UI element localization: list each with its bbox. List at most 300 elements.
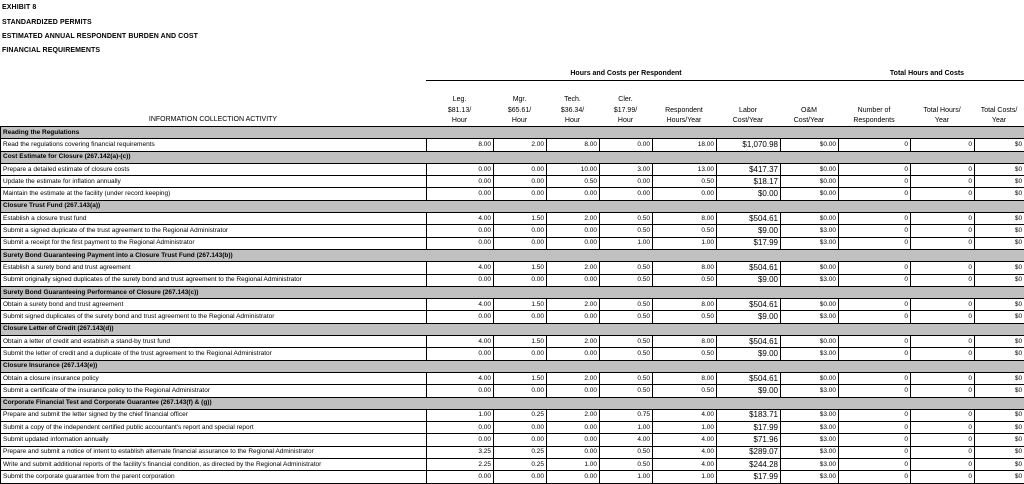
value-cell: 0 (911, 139, 975, 151)
column-header-line: Mgr. (493, 95, 546, 106)
value-cell: 0 (911, 188, 975, 200)
value-cell: 0 (839, 188, 911, 200)
column-header-line: $36.34/ (546, 106, 599, 117)
column-header-line: Cost/Year (716, 116, 780, 127)
activity-cell: Submit a signed duplicate of the trust agreement to the Regional Administrator (1, 225, 427, 237)
value-cell: 2.00 (494, 139, 547, 151)
section-title: Reading the Regulations (1, 127, 1024, 139)
value-cell: 4.00 (427, 336, 494, 348)
value-cell: 0 (839, 372, 911, 384)
value-cell: $0 (975, 471, 1024, 483)
value-cell: $0.00 (781, 188, 839, 200)
value-cell: 2.00 (547, 299, 600, 311)
column-header-line: $65.61/ (493, 106, 546, 117)
value-cell: 0.00 (494, 434, 547, 446)
value-cell: 0 (839, 311, 911, 323)
value-cell: $3.00 (781, 409, 839, 421)
activity-cell: Update the estimate for inflation annually (1, 176, 427, 188)
value-cell: $0.00 (781, 336, 839, 348)
value-cell: 0 (839, 434, 911, 446)
column-header (426, 95, 493, 127)
column-header-line: Labor (716, 106, 780, 117)
value-cell: 0 (911, 385, 975, 397)
document-title: STANDARDIZED PERMITS (2, 19, 92, 26)
value-cell: 8.00 (653, 262, 717, 274)
value-cell: 1.00 (600, 237, 653, 249)
value-cell: 0.00 (547, 348, 600, 360)
value-cell: $289.07 (717, 446, 781, 458)
table-row (1, 188, 1024, 200)
value-cell: 0 (839, 225, 911, 237)
value-cell: 0 (911, 274, 975, 286)
column-header-line: Hour (599, 116, 652, 127)
column-header-line: Respondents (838, 116, 910, 127)
table-row (1, 434, 1024, 446)
value-cell: 0.00 (547, 274, 600, 286)
table-row (1, 176, 1024, 188)
value-cell: 1.00 (600, 422, 653, 434)
value-cell: 0 (911, 237, 975, 249)
value-cell: 0 (839, 274, 911, 286)
value-cell: 0.00 (547, 237, 600, 249)
value-cell: 1.00 (600, 471, 653, 483)
value-cell: 0.00 (427, 163, 494, 175)
value-cell: 0 (839, 237, 911, 249)
value-cell: 0.50 (653, 385, 717, 397)
activity-cell: Submit a certificate of the insurance policy to the Regional Administrator (1, 385, 427, 397)
value-cell: 0 (911, 471, 975, 483)
value-cell: 0 (911, 225, 975, 237)
section-header-row (1, 360, 1024, 372)
section-header-row (1, 200, 1024, 212)
value-cell: 1.00 (547, 459, 600, 471)
value-cell: 0 (911, 213, 975, 225)
value-cell: $3.00 (781, 446, 839, 458)
table-row (1, 274, 1024, 286)
value-cell: 4.00 (653, 434, 717, 446)
value-cell: 0 (911, 434, 975, 446)
value-cell: 1.00 (653, 237, 717, 249)
value-cell: 0.00 (427, 225, 494, 237)
column-header-line: Hour (546, 116, 599, 127)
column-header (493, 95, 546, 127)
value-cell: $9.00 (717, 385, 781, 397)
value-cell: 0.50 (653, 348, 717, 360)
value-cell: 0.50 (600, 225, 653, 237)
value-cell: 0.00 (427, 422, 494, 434)
value-cell: $504.61 (717, 262, 781, 274)
table-row (1, 163, 1024, 175)
value-cell: 4.00 (427, 372, 494, 384)
value-cell: 2.00 (547, 372, 600, 384)
value-cell: 0 (839, 385, 911, 397)
value-cell: $0.00 (781, 176, 839, 188)
column-header-line (974, 95, 1024, 106)
value-cell: 0.50 (653, 176, 717, 188)
value-cell: 1.00 (427, 409, 494, 421)
table-row (1, 336, 1024, 348)
value-cell: 0 (839, 459, 911, 471)
value-cell: 0.00 (547, 188, 600, 200)
value-cell: $3.00 (781, 434, 839, 446)
column-header-line: Cost/Year (780, 116, 838, 127)
value-cell: 0.00 (547, 422, 600, 434)
column-header-line: Year (910, 116, 974, 127)
value-cell: $18.17 (717, 176, 781, 188)
value-cell: 0.00 (427, 311, 494, 323)
column-header (546, 95, 599, 127)
section-title: Corporate Financial Test and Corporate Guarantee (267.143(f) & (g)) (1, 397, 1024, 409)
column-header-line (838, 95, 910, 106)
value-cell: 0 (839, 471, 911, 483)
value-cell: 0 (839, 139, 911, 151)
value-cell: 0 (839, 422, 911, 434)
value-cell: $0 (975, 348, 1024, 360)
value-cell: $17.99 (717, 422, 781, 434)
value-cell: 0 (839, 262, 911, 274)
value-cell: 0 (839, 348, 911, 360)
value-cell: 0 (911, 459, 975, 471)
value-cell: 0.00 (494, 422, 547, 434)
value-cell: 0.00 (653, 188, 717, 200)
value-cell: $9.00 (717, 348, 781, 360)
column-header-line: Hours/Year (652, 116, 716, 127)
value-cell: 0.50 (600, 274, 653, 286)
value-cell: 0.50 (600, 262, 653, 274)
value-cell: 0.00 (547, 471, 600, 483)
value-cell: $183.71 (717, 409, 781, 421)
value-cell: 4.00 (600, 434, 653, 446)
value-cell: $0 (975, 311, 1024, 323)
value-cell: 1.50 (494, 213, 547, 225)
activity-cell: Establish a closure trust fund (1, 213, 427, 225)
value-cell: 0 (911, 299, 975, 311)
value-cell: $417.37 (717, 163, 781, 175)
value-cell: $0 (975, 434, 1024, 446)
burden-cost-table (0, 126, 1024, 484)
value-cell: $0 (975, 459, 1024, 471)
value-cell: 8.00 (547, 139, 600, 151)
column-header (838, 95, 910, 127)
column-header-line: Total Costs/ (974, 106, 1024, 117)
value-cell: 0.00 (494, 348, 547, 360)
activity-cell: Submit the letter of credit and a duplicate of the trust agreement to the Regional Administrator (1, 348, 427, 360)
value-cell: 1.50 (494, 336, 547, 348)
table-row (1, 459, 1024, 471)
column-header-line (652, 95, 716, 106)
value-cell: 0.50 (600, 459, 653, 471)
value-cell: $0 (975, 262, 1024, 274)
value-cell: 0.00 (547, 446, 600, 458)
activity-cell: Submit originally signed duplicates of the surety bond and trust agreement to the Regional Administrator (1, 274, 427, 286)
value-cell: 0 (911, 176, 975, 188)
value-cell: 0.50 (600, 311, 653, 323)
value-cell: 0.00 (494, 163, 547, 175)
value-cell: $0 (975, 385, 1024, 397)
value-cell: $3.00 (781, 471, 839, 483)
value-cell: $0 (975, 274, 1024, 286)
value-cell: $0 (975, 188, 1024, 200)
value-cell: 3.25 (427, 446, 494, 458)
value-cell: 0.00 (494, 311, 547, 323)
activity-cell: Obtain a surety bond and trust agreement (1, 299, 427, 311)
column-header-line: Respondent (652, 106, 716, 117)
column-header (599, 95, 652, 127)
group-header-rule (426, 80, 1024, 81)
value-cell: $0 (975, 409, 1024, 421)
value-cell: $0 (975, 336, 1024, 348)
value-cell: 0 (911, 336, 975, 348)
value-cell: 0 (839, 213, 911, 225)
activity-cell: Submit a copy of the independent certified public accountant's report and special report (1, 422, 427, 434)
value-cell: 0.00 (494, 471, 547, 483)
activity-cell: Write and submit additional reports of the facility's financial condition, as directed by the Regional Administrator (1, 459, 427, 471)
totals-group-header: Total Hours and Costs (830, 70, 1024, 77)
value-cell: 0.00 (547, 385, 600, 397)
value-cell: 0 (911, 409, 975, 421)
column-header-line (910, 95, 974, 106)
value-cell: 0 (839, 409, 911, 421)
value-cell: 4.00 (427, 213, 494, 225)
column-header-line: Year (974, 116, 1024, 127)
value-cell: 1.00 (653, 422, 717, 434)
table-row (1, 409, 1024, 421)
value-cell: $0.00 (717, 188, 781, 200)
value-cell: 0.25 (494, 409, 547, 421)
value-cell: 0.50 (653, 274, 717, 286)
section-header-row (1, 323, 1024, 335)
value-cell: $504.61 (717, 372, 781, 384)
table-row (1, 311, 1024, 323)
value-cell: $71.96 (717, 434, 781, 446)
activity-cell: Prepare and submit the letter signed by the chief financial officer (1, 409, 427, 421)
column-header (974, 95, 1024, 127)
column-header-line (716, 95, 780, 106)
value-cell: $3.00 (781, 422, 839, 434)
value-cell: 4.00 (653, 459, 717, 471)
value-cell: $0 (975, 446, 1024, 458)
value-cell: 10.00 (547, 163, 600, 175)
activity-cell: Prepare a detailed estimate of closure costs (1, 163, 427, 175)
value-cell: 0.50 (653, 311, 717, 323)
activity-cell: Submit updated information annually (1, 434, 427, 446)
value-cell: 13.00 (653, 163, 717, 175)
column-header-line: Hour (493, 116, 546, 127)
value-cell: 0.25 (494, 459, 547, 471)
value-cell: 0.00 (494, 225, 547, 237)
value-cell: $9.00 (717, 225, 781, 237)
value-cell: 18.00 (653, 139, 717, 151)
value-cell: 0.50 (600, 348, 653, 360)
value-cell: 0.00 (600, 139, 653, 151)
value-cell: 0 (839, 163, 911, 175)
section-header-row (1, 249, 1024, 261)
value-cell: 4.00 (427, 262, 494, 274)
value-cell: $3.00 (781, 225, 839, 237)
value-cell: 0.50 (600, 446, 653, 458)
activity-cell: Obtain a letter of credit and establish a stand-by trust fund (1, 336, 427, 348)
section-header-row (1, 397, 1024, 409)
activity-cell: Submit a receipt for the first payment to the Regional Administrator (1, 237, 427, 249)
value-cell: 1.50 (494, 299, 547, 311)
value-cell: 0 (839, 446, 911, 458)
column-header-line: Leg. (426, 95, 493, 106)
activity-cell: Prepare and submit a notice of intent to establish alternate financial assurance to the Regional Administrator (1, 446, 427, 458)
value-cell: $0.00 (781, 213, 839, 225)
value-cell: 0.75 (600, 409, 653, 421)
value-cell: 0 (911, 311, 975, 323)
value-cell: $504.61 (717, 299, 781, 311)
value-cell: 0.00 (494, 237, 547, 249)
value-cell: 0.00 (427, 471, 494, 483)
table-row (1, 139, 1024, 151)
value-cell: $9.00 (717, 311, 781, 323)
value-cell: $0.00 (781, 139, 839, 151)
section-title: Cost Estimate for Closure (267.142(a)-(c)) (1, 151, 1024, 163)
value-cell: 8.00 (653, 372, 717, 384)
value-cell: 0.50 (600, 372, 653, 384)
value-cell: $0 (975, 163, 1024, 175)
value-cell: 0.00 (547, 434, 600, 446)
value-cell: 0.50 (600, 385, 653, 397)
column-header-line: Cler. (599, 95, 652, 106)
value-cell: 8.00 (653, 213, 717, 225)
value-cell: 2.00 (547, 213, 600, 225)
value-cell: 0.00 (427, 274, 494, 286)
section-header-row (1, 127, 1024, 139)
value-cell: $17.99 (717, 471, 781, 483)
column-header (910, 95, 974, 127)
value-cell: $0.00 (781, 163, 839, 175)
table-row (1, 422, 1024, 434)
value-cell: 0 (839, 176, 911, 188)
value-cell: 0 (911, 262, 975, 274)
value-cell: 0.00 (427, 434, 494, 446)
value-cell: 0.00 (494, 385, 547, 397)
document-subtitle: ESTIMATED ANNUAL RESPONDENT BURDEN AND COST (2, 33, 198, 40)
hours-costs-group-header: Hours and Costs per Respondent (493, 70, 759, 77)
value-cell: $504.61 (717, 213, 781, 225)
value-cell: 0.50 (600, 299, 653, 311)
value-cell: 0 (911, 163, 975, 175)
value-cell: 0.00 (494, 188, 547, 200)
activity-cell: Submit the corporate guarantee from the parent corporation (1, 471, 427, 483)
value-cell: 0 (839, 299, 911, 311)
value-cell: $0 (975, 422, 1024, 434)
value-cell: 0 (911, 372, 975, 384)
value-cell: 1.50 (494, 262, 547, 274)
value-cell: $3.00 (781, 237, 839, 249)
value-cell: 0.25 (494, 446, 547, 458)
activity-cell: Read the regulations covering financial requirements (1, 139, 427, 151)
value-cell: $0.00 (781, 262, 839, 274)
activity-cell: Establish a surety bond and trust agreement (1, 262, 427, 274)
column-header-line: $81.13/ (426, 106, 493, 117)
value-cell: $1,070.98 (717, 139, 781, 151)
value-cell: $0 (975, 139, 1024, 151)
value-cell: 0 (911, 422, 975, 434)
value-cell: 2.00 (547, 262, 600, 274)
section-header-row (1, 151, 1024, 163)
value-cell: $504.61 (717, 336, 781, 348)
exhibit-number: EXHIBIT 8 (2, 4, 36, 11)
value-cell: 2.25 (427, 459, 494, 471)
column-header-line: O&M (780, 106, 838, 117)
column-header-line: Total Hours/ (910, 106, 974, 117)
section-title: Surety Bond Guaranteeing Performance of Closure (267.143(c)) (1, 286, 1024, 298)
value-cell: 0.50 (600, 336, 653, 348)
value-cell: 8.00 (653, 299, 717, 311)
value-cell: $0 (975, 225, 1024, 237)
column-header-line: Tech. (546, 95, 599, 106)
column-header (652, 95, 716, 127)
value-cell: 1.50 (494, 372, 547, 384)
value-cell: 0 (839, 336, 911, 348)
table-row (1, 372, 1024, 384)
table-row (1, 348, 1024, 360)
value-cell: 2.00 (547, 336, 600, 348)
value-cell: 4.00 (653, 409, 717, 421)
section-title: Closure Trust Fund (267.143(a)) (1, 200, 1024, 212)
table-row (1, 446, 1024, 458)
table-row (1, 237, 1024, 249)
value-cell: $0 (975, 213, 1024, 225)
value-cell: 0.00 (547, 311, 600, 323)
value-cell: 4.00 (653, 446, 717, 458)
value-cell: 8.00 (653, 336, 717, 348)
value-cell: $3.00 (781, 348, 839, 360)
table-row (1, 262, 1024, 274)
column-header-line: $17.99/ (599, 106, 652, 117)
activity-cell: Obtain a closure insurance policy (1, 372, 427, 384)
value-cell: 0.50 (600, 213, 653, 225)
value-cell: 3.00 (600, 163, 653, 175)
value-cell: $3.00 (781, 459, 839, 471)
section-title: Closure Letter of Credit (267.143(d)) (1, 323, 1024, 335)
table-row (1, 299, 1024, 311)
value-cell: 0 (911, 348, 975, 360)
value-cell: $0 (975, 237, 1024, 249)
section-title: FINANCIAL REQUIREMENTS (2, 47, 100, 54)
value-cell: 4.00 (427, 299, 494, 311)
activity-column-header: INFORMATION COLLECTION ACTIVITY (0, 116, 426, 123)
value-cell: 0.00 (494, 176, 547, 188)
section-title: Surety Bond Guaranteeing Payment into a Closure Trust Fund (267.143(b)) (1, 249, 1024, 261)
value-cell: 0.00 (427, 348, 494, 360)
value-cell: $17.99 (717, 237, 781, 249)
value-cell: $3.00 (781, 385, 839, 397)
value-cell: 0.00 (427, 188, 494, 200)
value-cell: $0 (975, 299, 1024, 311)
table-row (1, 385, 1024, 397)
value-cell: 0.00 (600, 176, 653, 188)
value-cell: 2.00 (547, 409, 600, 421)
column-header-line (780, 95, 838, 106)
value-cell: $0.00 (781, 299, 839, 311)
value-cell: $3.00 (781, 274, 839, 286)
section-title: Closure Insurance (267.143(e)) (1, 360, 1024, 372)
value-cell: 0.50 (653, 225, 717, 237)
value-cell: $0.00 (781, 372, 839, 384)
value-cell: 0.00 (494, 274, 547, 286)
column-header-line: Hour (426, 116, 493, 127)
value-cell: 8.00 (427, 139, 494, 151)
column-header (780, 95, 838, 127)
value-cell: $244.28 (717, 459, 781, 471)
value-cell: 1.00 (653, 471, 717, 483)
table-row (1, 213, 1024, 225)
table-row (1, 471, 1024, 483)
